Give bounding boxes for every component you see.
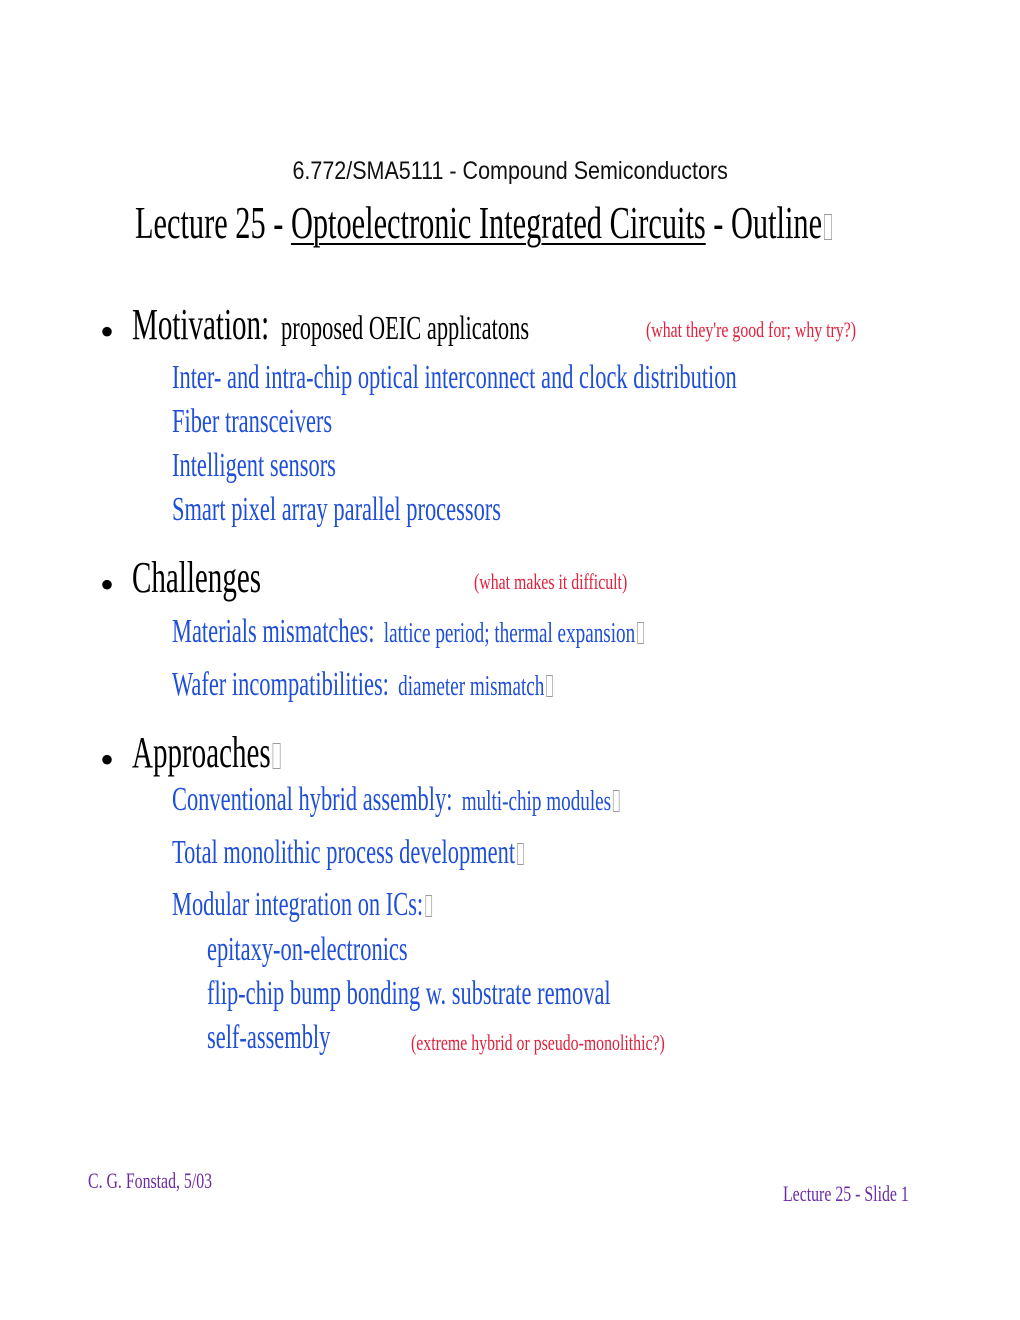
motivation-item: Fiber transceivers (172, 403, 333, 440)
footer-slide-number: Lecture 25 - Slide 1 (783, 1181, 909, 1206)
approach-subitem: self-assembly (207, 1019, 331, 1056)
approach-label: Conventional hybrid assembly: (172, 781, 453, 818)
approach-subitem: flip-chip bump bonding w. substrate removal (207, 975, 611, 1012)
approach-detail: multi-chip modules (461, 785, 612, 817)
missing-glyph-icon (425, 895, 432, 917)
bullet-motivation: • (100, 309, 115, 354)
bullet-challenges: • (100, 562, 115, 607)
missing-glyph-icon (824, 214, 832, 240)
footer-author: C. G. Fonstad, 5/03 (88, 1168, 213, 1193)
challenge-label: Materials mismatches: (172, 613, 375, 650)
approach-subitem: epitaxy-on-electronics (207, 931, 408, 968)
missing-glyph-icon (517, 843, 524, 865)
approaches-heading: Approaches (132, 731, 357, 775)
motivation-subheading: proposed OEIC applicatons (281, 310, 530, 347)
title-topic: Optoelectronic Integrated Circuits (290, 197, 706, 248)
approach-item: Total monolithic process development (172, 836, 705, 870)
challenge-detail: lattice period; thermal expansion (383, 617, 636, 649)
motivation-item: Inter- and intra-chip optical interconnect and clock distribution (172, 359, 737, 396)
lecture-title (135, 197, 1020, 248)
missing-glyph-icon (613, 790, 620, 812)
approach-subnote: (extreme hybrid or pseudo-monolithic?) (411, 1030, 665, 1055)
missing-glyph-icon (273, 743, 281, 769)
section-motivation (132, 300, 734, 349)
challenge-item (172, 615, 887, 649)
motivation-note: (what they're good for; why try?) (646, 317, 857, 342)
challenges-heading: Challenges (132, 553, 262, 602)
bullet-approaches: • (100, 737, 115, 782)
challenges-note: (what makes it difficult) (474, 569, 628, 594)
missing-glyph-icon (637, 622, 644, 644)
motivation-item: Smart pixel array parallel processors (172, 491, 501, 528)
approach-item: Modular integration on ICs: (172, 888, 566, 922)
challenge-label: Wafer incompatibilities: (172, 666, 389, 703)
missing-glyph-icon (546, 675, 553, 697)
course-title: 6.772/SMA5111 - Compound Semiconductors (292, 157, 728, 185)
challenge-detail: diameter mismatch (398, 670, 545, 702)
title-prefix: Lecture 25 - (135, 197, 291, 248)
motivation-heading: Motivation: (132, 300, 270, 349)
approach-item (172, 783, 850, 817)
motivation-item: Intelligent sensors (172, 447, 336, 484)
challenge-item (172, 668, 749, 702)
title-suffix: - Outline (705, 197, 823, 248)
